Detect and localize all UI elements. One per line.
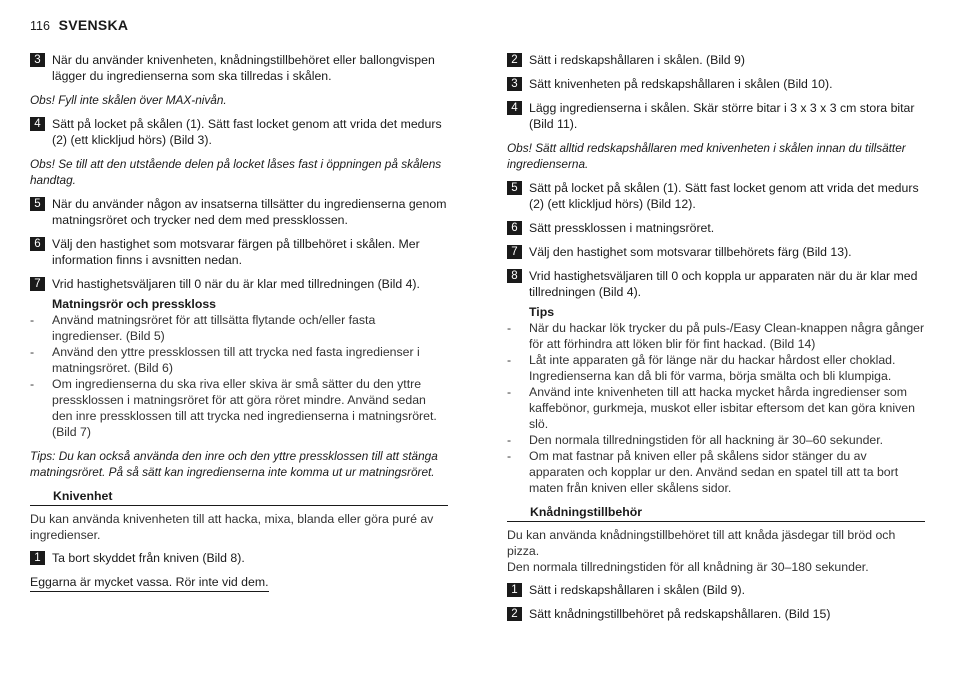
list-item: - Använd den yttre pressklossen till att trycka ned fasta ingredienser i matningsröret. (Bild 6)	[30, 345, 420, 375]
language-title: SVENSKA	[58, 17, 129, 33]
step-number: 3	[507, 77, 522, 91]
step-number: 1	[30, 551, 45, 565]
step-text: Sätt på locket på skålen (1). Sätt fast locket genom att vrida det medurs (2) (ett klickljud hörs) (Bild 3).	[52, 117, 442, 147]
section-heading: Knådningstillbehör	[507, 504, 925, 522]
step-item	[30, 196, 448, 228]
step-number: 6	[507, 221, 522, 235]
step-text: Sätt i redskapshållaren i skålen (Bild 9).	[529, 583, 745, 597]
list-item: - Om mat fastnar på kniven eller på skålens sidor stänger du av apparaten och kopplar ur den. Använd sedan en spatel till att ta bort maten från kniven eller skålens sidor.	[507, 449, 899, 495]
left-column	[30, 52, 448, 592]
step-number: 7	[30, 277, 45, 291]
step-text: När du använder knivenheten, knådningstillbehöret eller ballongvispen lägger du ingredienserna som ska tillredas i skålen.	[52, 53, 435, 83]
note: Obs! Se till att den utstående delen på locket låses fast i öppningen på skålens handtag.	[30, 157, 442, 187]
step-text: När du använder någon av insatserna tillsätter du ingredienserna genom matningsröret och trycker ned dem med pressklossen.	[52, 197, 447, 227]
list-item: - Den normala tillredningstiden för all hackning är 30–60 sekunder.	[507, 433, 884, 447]
section-heading: Knivenhet	[30, 488, 448, 506]
step-item	[507, 76, 925, 92]
step-item	[507, 606, 925, 622]
step-number: 2	[507, 53, 522, 67]
list-item: - Använd matningsröret för att tillsätta flytande och/eller fasta ingredienser. (Bild 5)	[30, 313, 376, 343]
step-item	[507, 220, 925, 236]
step-item	[507, 268, 925, 300]
step-item	[507, 100, 925, 132]
step-number: 2	[507, 607, 522, 621]
step-text: Ta bort skyddet från kniven (Bild 8).	[52, 551, 245, 565]
step-item	[507, 180, 925, 212]
step-text: Sätt i redskapshållaren i skålen. (Bild 9)	[529, 53, 745, 67]
list-item: - När du hackar lök trycker du på puls-/Easy Clean-knappen några gånger för att förhindra att löken blir för fint hackad. (Bild 14)	[507, 321, 925, 351]
paragraph-line: Den normala tillredningstiden för all knådning är 30–180 sekunder.	[507, 560, 869, 574]
step-item	[30, 550, 448, 566]
step-number: 7	[507, 245, 522, 259]
step-text: Vrid hastighetsväljaren till 0 och koppla ur apparaten när du är klar med tillredningen (Bild 4).	[529, 269, 918, 299]
step-item	[507, 52, 925, 68]
note: Obs! Fyll inte skålen över MAX-nivån.	[30, 93, 227, 107]
step-item	[30, 276, 448, 292]
step-item	[507, 582, 925, 598]
step-text: Sätt knivenheten på redskapshållaren i skålen (Bild 10).	[529, 77, 833, 91]
paragraph	[507, 527, 925, 575]
step-item	[30, 52, 448, 84]
note: Obs! Sätt alltid redskapshållaren med knivenheten i skålen innan du tillsätter ingredienserna.	[507, 141, 906, 171]
bullet-list	[507, 320, 925, 496]
step-text: Välj den hastighet som motsvarar färgen på tillbehöret i skålen. Mer information finns i avsnitten nedan.	[52, 237, 420, 267]
paragraph: Du kan använda knivenheten till att hacka, mixa, blanda eller göra puré av ingredienser.	[30, 512, 434, 542]
step-item	[30, 116, 448, 148]
bullet-list	[30, 312, 448, 440]
right-column	[507, 52, 925, 630]
step-text: Lägg ingredienserna i skålen. Skär större bitar i 3 x 3 x 3 cm stora bitar (Bild 11).	[529, 101, 915, 131]
step-text: Sätt på locket på skålen (1). Sätt fast locket genom att vrida det medurs (2) (ett klickljud hörs) (Bild 12).	[529, 181, 919, 211]
step-text: Vrid hastighetsväljaren till 0 när du är klar med tillredningen (Bild 4).	[52, 277, 420, 291]
step-number: 5	[507, 181, 522, 195]
list-item: - Om ingredienserna du ska riva eller skiva är små sätter du den yttre pressklossen i matningsröret för att göra röret mindre. Använd sedan den inre pressklossen till att trycka ned ingredienserna i matningsröret. (Bild 7)	[30, 377, 437, 439]
step-item	[30, 236, 448, 268]
step-text: Välj den hastighet som motsvarar tillbehörets färg (Bild 13).	[529, 245, 852, 259]
step-number: 6	[30, 237, 45, 251]
step-text: Sätt knådningstillbehöret på redskapshållaren. (Bild 15)	[529, 607, 831, 621]
step-number: 1	[507, 583, 522, 597]
step-item	[507, 244, 925, 260]
step-number: 4	[507, 101, 522, 115]
list-item: - Låt inte apparaten gå för länge när du hackar hårdost eller choklad. Ingredienserna kan då bli för varma, börja smälta och bli klumpiga.	[507, 353, 896, 383]
tips-note: Tips: Du kan också använda den inre och den yttre pressklossen till att stänga matningsröret. På så sätt kan ingredienserna inte komma ut ur matningsröret.	[30, 449, 438, 479]
subheading: Matningsrör och presskloss	[52, 297, 217, 311]
page-header	[30, 17, 128, 33]
list-item: - Använd inte knivenheten till att hacka mycket hårda ingredienser som kaffebönor, gurkmeja, muskot eller isbitar eftersom det kan göra kniven slö.	[507, 385, 915, 431]
paragraph-line: Du kan använda knådningstillbehöret till att knåda jäsdegar till bröd och pizza.	[507, 528, 896, 558]
step-number: 8	[507, 269, 522, 283]
page-number: 116	[30, 19, 50, 33]
step-number: 4	[30, 117, 45, 131]
subheading: Tips	[529, 305, 555, 319]
step-text: Sätt pressklossen i matningsröret.	[529, 221, 715, 235]
warning-text: Eggarna är mycket vassa. Rör inte vid dem.	[30, 574, 269, 592]
step-number: 5	[30, 197, 45, 211]
step-number: 3	[30, 53, 45, 67]
